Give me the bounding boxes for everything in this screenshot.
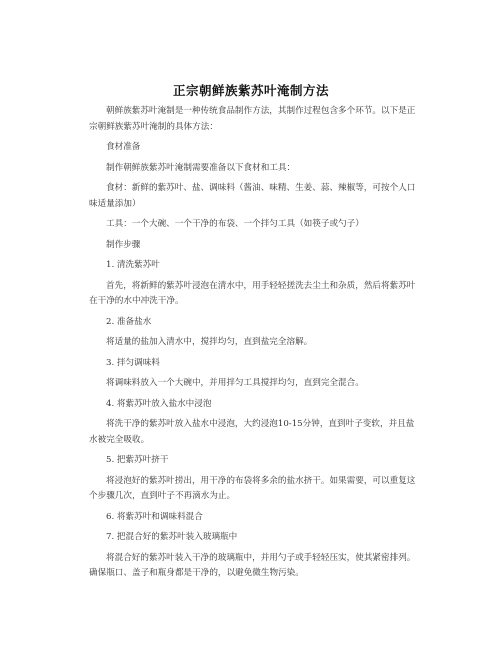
step-5-title: 5. 把紫苏叶挤干 bbox=[106, 455, 169, 465]
document-body bbox=[89, 104, 417, 587]
ingredients-paragraph: 食材：新鲜的紫苏叶、盐、调味料（酱油、味精、生姜、蒜、辣椒等，可按个人口味适量添加） bbox=[89, 183, 416, 209]
step-1-title: 1. 清洗紫苏叶 bbox=[106, 260, 160, 270]
tools-paragraph: 工具：一个大碗、一个干净的布袋、一个拌匀工具（如筷子或勺子） bbox=[106, 219, 364, 229]
document-title: 正宗朝鲜族紫苏叶淹制方法 bbox=[172, 83, 329, 98]
step-1-text: 首先，将新鲜的紫苏叶浸泡在清水中，用手轻轻搓洗去尘土和杂质，然后将紫苏叶在干净的水中冲洗干净。 bbox=[89, 280, 416, 306]
step-4-text: 将洗干净的紫苏叶放入盐水中浸泡，大约浸泡10-15分钟，直到叶子变软，并且盐水被完全吸收。 bbox=[89, 419, 415, 445]
step-7-text: 将混合好的紫苏叶装入干净的玻璃瓶中，并用勺子或手轻轻压实，使其紧密排列。确保瓶口、盖子和瓶身都是干净的，以避免微生物污染。 bbox=[89, 552, 416, 578]
steps-heading: 制作步骤 bbox=[106, 239, 141, 250]
step-2-text: 将适量的盐加入清水中，搅拌均匀，直到盐完全溶解。 bbox=[106, 337, 313, 347]
step-2-title: 2. 准备盐水 bbox=[106, 316, 152, 327]
intro-paragraph: 朝鲜族紫苏叶淹制是一种传统食品制作方法，其制作过程包含多个环节。以下是正宗朝鲜族紫苏叶淹制的具体方法： bbox=[89, 106, 416, 132]
materials-heading: 食材准备 bbox=[106, 142, 141, 152]
step-5-text: 将浸泡好的紫苏叶捞出，用干净的布袋将多余的盐水挤干。如果需要，可以重复这个步骤几次，直到叶子不再滴水为止。 bbox=[89, 475, 416, 501]
step-6-title: 6. 将紫苏叶和调味料混合 bbox=[106, 511, 203, 522]
materials-intro: 制作朝鲜族紫苏叶淹制需要准备以下食材和工具： bbox=[106, 162, 296, 173]
step-3-text: 将调味料放入一个大碗中，并用拌匀工具搅拌均匀，直到完全混合。 bbox=[106, 378, 364, 388]
step-3-title: 3. 拌匀调味料 bbox=[106, 357, 160, 368]
step-4-title: 4. 将紫苏叶放入盐水中浸泡 bbox=[106, 398, 212, 409]
step-7-title: 7. 把混合好的紫苏叶装入玻璃瓶中 bbox=[106, 532, 238, 542]
